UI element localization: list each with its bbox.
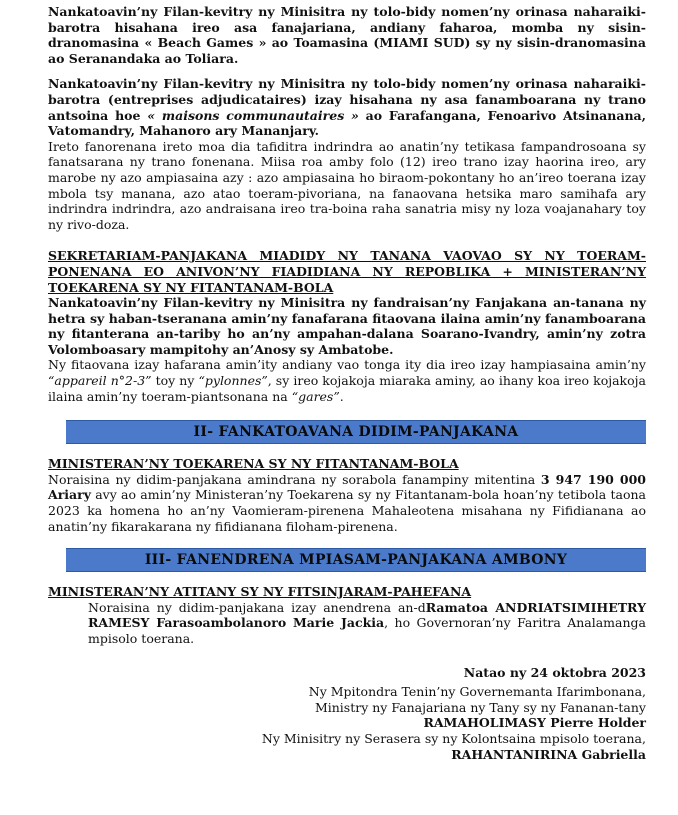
text-segment: toy ny <box>151 373 199 389</box>
section-band-decrees: II- FANKATOAVANA DIDIM-PANJAKANA <box>66 420 646 444</box>
signature-line: Ministry ny Fanajariana ny Tany sy ny Fananan-tany <box>314 699 646 715</box>
text-segment: Noraisina ny didim-panjakana amindrana ny sorabola fanampiny mitentina <box>48 471 541 487</box>
text-segment: , sy ireo kojakoja miaraka aminy, ao ihany koa ireo kojakoja ilaina amin’ny toeram-piantsonana na <box>48 373 646 404</box>
signature-line: Ny Minisitry ny Serasera sy ny Kolontsaina mpisolo toerana, <box>261 730 646 746</box>
paragraph-maisons-communautaires-approval <box>48 76 646 138</box>
paragraph-housing-project: Ireto fanorenana ireto moa dia tafiditra indrindra ao anatin’ny tetikasa fampandrosoana sy fanatsarana ny trano fonenana. Miisa roa amby folo (12) ireo trano izay haorina ireo, ary marobe ny azo ampiasaina azy : azo ampiasaina ho biraom-pokontany ho an’ireo toerana izay mbola tsy manana, azo atao toeram-pivoriana, na fanaovana hetsika maro samihafa ary indrindra indrindra, azo andraisana ireo tra-boina raha sanatria misy ny loza voajanahary toy ny rivo-doza. <box>48 138 646 232</box>
text-segment: ao Farafangana, Fenoarivo Atsinanana, Vatomandry, Mahanoro ary Mananjary. <box>48 107 646 139</box>
appointee-name: Ramatoa ANDRIATSIMIHETRY RAMESY Farasoambolanoro Marie Jackia <box>88 599 646 631</box>
paragraph-appointment <box>48 600 646 647</box>
signatory-name: RAHANTANIRINA Gabriella <box>451 746 646 762</box>
text-segment: Noraisina ny didim-panjakana izay anendrena an-d <box>88 599 426 615</box>
italic-term: “gares” <box>291 388 340 404</box>
text-segment: Ny fitaovana izay hafarana amin’ity andiany vao tonga ity dia ireo izay hampiasaina amin’ny <box>48 357 646 373</box>
paragraph-customs-exemption: Nankatoavin’ny Filan-kevitry ny Minisitra ny fandraisan’ny Fanjakana an-tanana ny hetra sy haban-tseranana amin’ny fanafarana fitaovana ilaina amin’ny fanamboarana ny fitanterana an-tariby ho an’ny ampahan-dalana Soarano-Ivandry, amin’ny zotra Volomboasary mampitohy an’Anosy sy Ambatobe. <box>48 295 646 357</box>
signature-date: Natao ny 24 oktobra 2023 <box>463 664 646 680</box>
signatory-name: RAMAHOLIMASY Pierre Holder <box>423 715 646 731</box>
paragraph-beach-games: Nankatoavin’ny Filan-kevitry ny Minisitra ny tolo-bidy nomen’ny orinasa naharaiki-barotra hisahana ireo asa fanajariana, andiany faharoa, momba ny sisin-dranomasina « Beach Games » ao Toamasina (MIAMI SUD) sy ny sisin-dranomasina ao Seranandaka ao Toliara. <box>48 4 646 66</box>
section-band-appointments: III- FANENDRENA MPIASAM-PANJAKANA AMBONY <box>66 548 646 572</box>
paragraph-equipment <box>48 357 646 404</box>
document-page <box>48 4 646 762</box>
italic-term: “pylonnes” <box>198 373 268 389</box>
text-segment: avy ao amin’ny Ministeran’ny Toekarena sy ny Fitantanam-bola hoan’ny tetibola taona 2023 ka homena ho an’ny Vaomieram-pirenena Mahaleotena misahana ny Fifidianana ao anatin’ny fikarakarana ny fifidianana filoham-pirenena. <box>48 487 646 534</box>
section-heading-interior: MINISTERAN’NY ATITANY SY NY FITSINJARAM-PAHEFANA <box>48 584 472 600</box>
text-segment: Nankatoavin’ny Filan-kevitry ny Minisitra ny tolo-bidy nomen’ny orinasa naharaiki-barotra (entreprises adjudicataires) izay hisahana ny asa fanamboarana ny trano antsoina hoe <box>48 76 646 123</box>
signature-block <box>48 665 646 763</box>
section-heading-secretariat: SEKRETARIAM-PANJAKANA MIADIDY NY TANANA VAOVAO SY NY TOERAM-PONENANA EO ANIVON’NY FIADIDIANA NY REPOBLIKA + MINISTERAN’NY TOEKARENA SY NY FITANTANAM-BOLA <box>48 248 646 295</box>
italic-term: “appareil n°2-3” <box>48 373 152 389</box>
text-segment: . <box>339 388 344 404</box>
section-heading-economy: MINISTERAN’NY TOEKARENA SY NY FITANTANAM-BOLA <box>48 456 459 472</box>
amount: 3 947 190 000 Ariary <box>48 471 647 503</box>
text-segment: , ho Governoran’ny Faritra Analamanga mpisolo toerana. <box>88 615 646 646</box>
paragraph-budget-transfer <box>48 472 646 534</box>
italic-term: « maisons communautaires » <box>147 107 359 123</box>
signature-line: Ny Mpitondra Tenin’ny Governemanta Ifarimbonana, <box>308 684 646 700</box>
